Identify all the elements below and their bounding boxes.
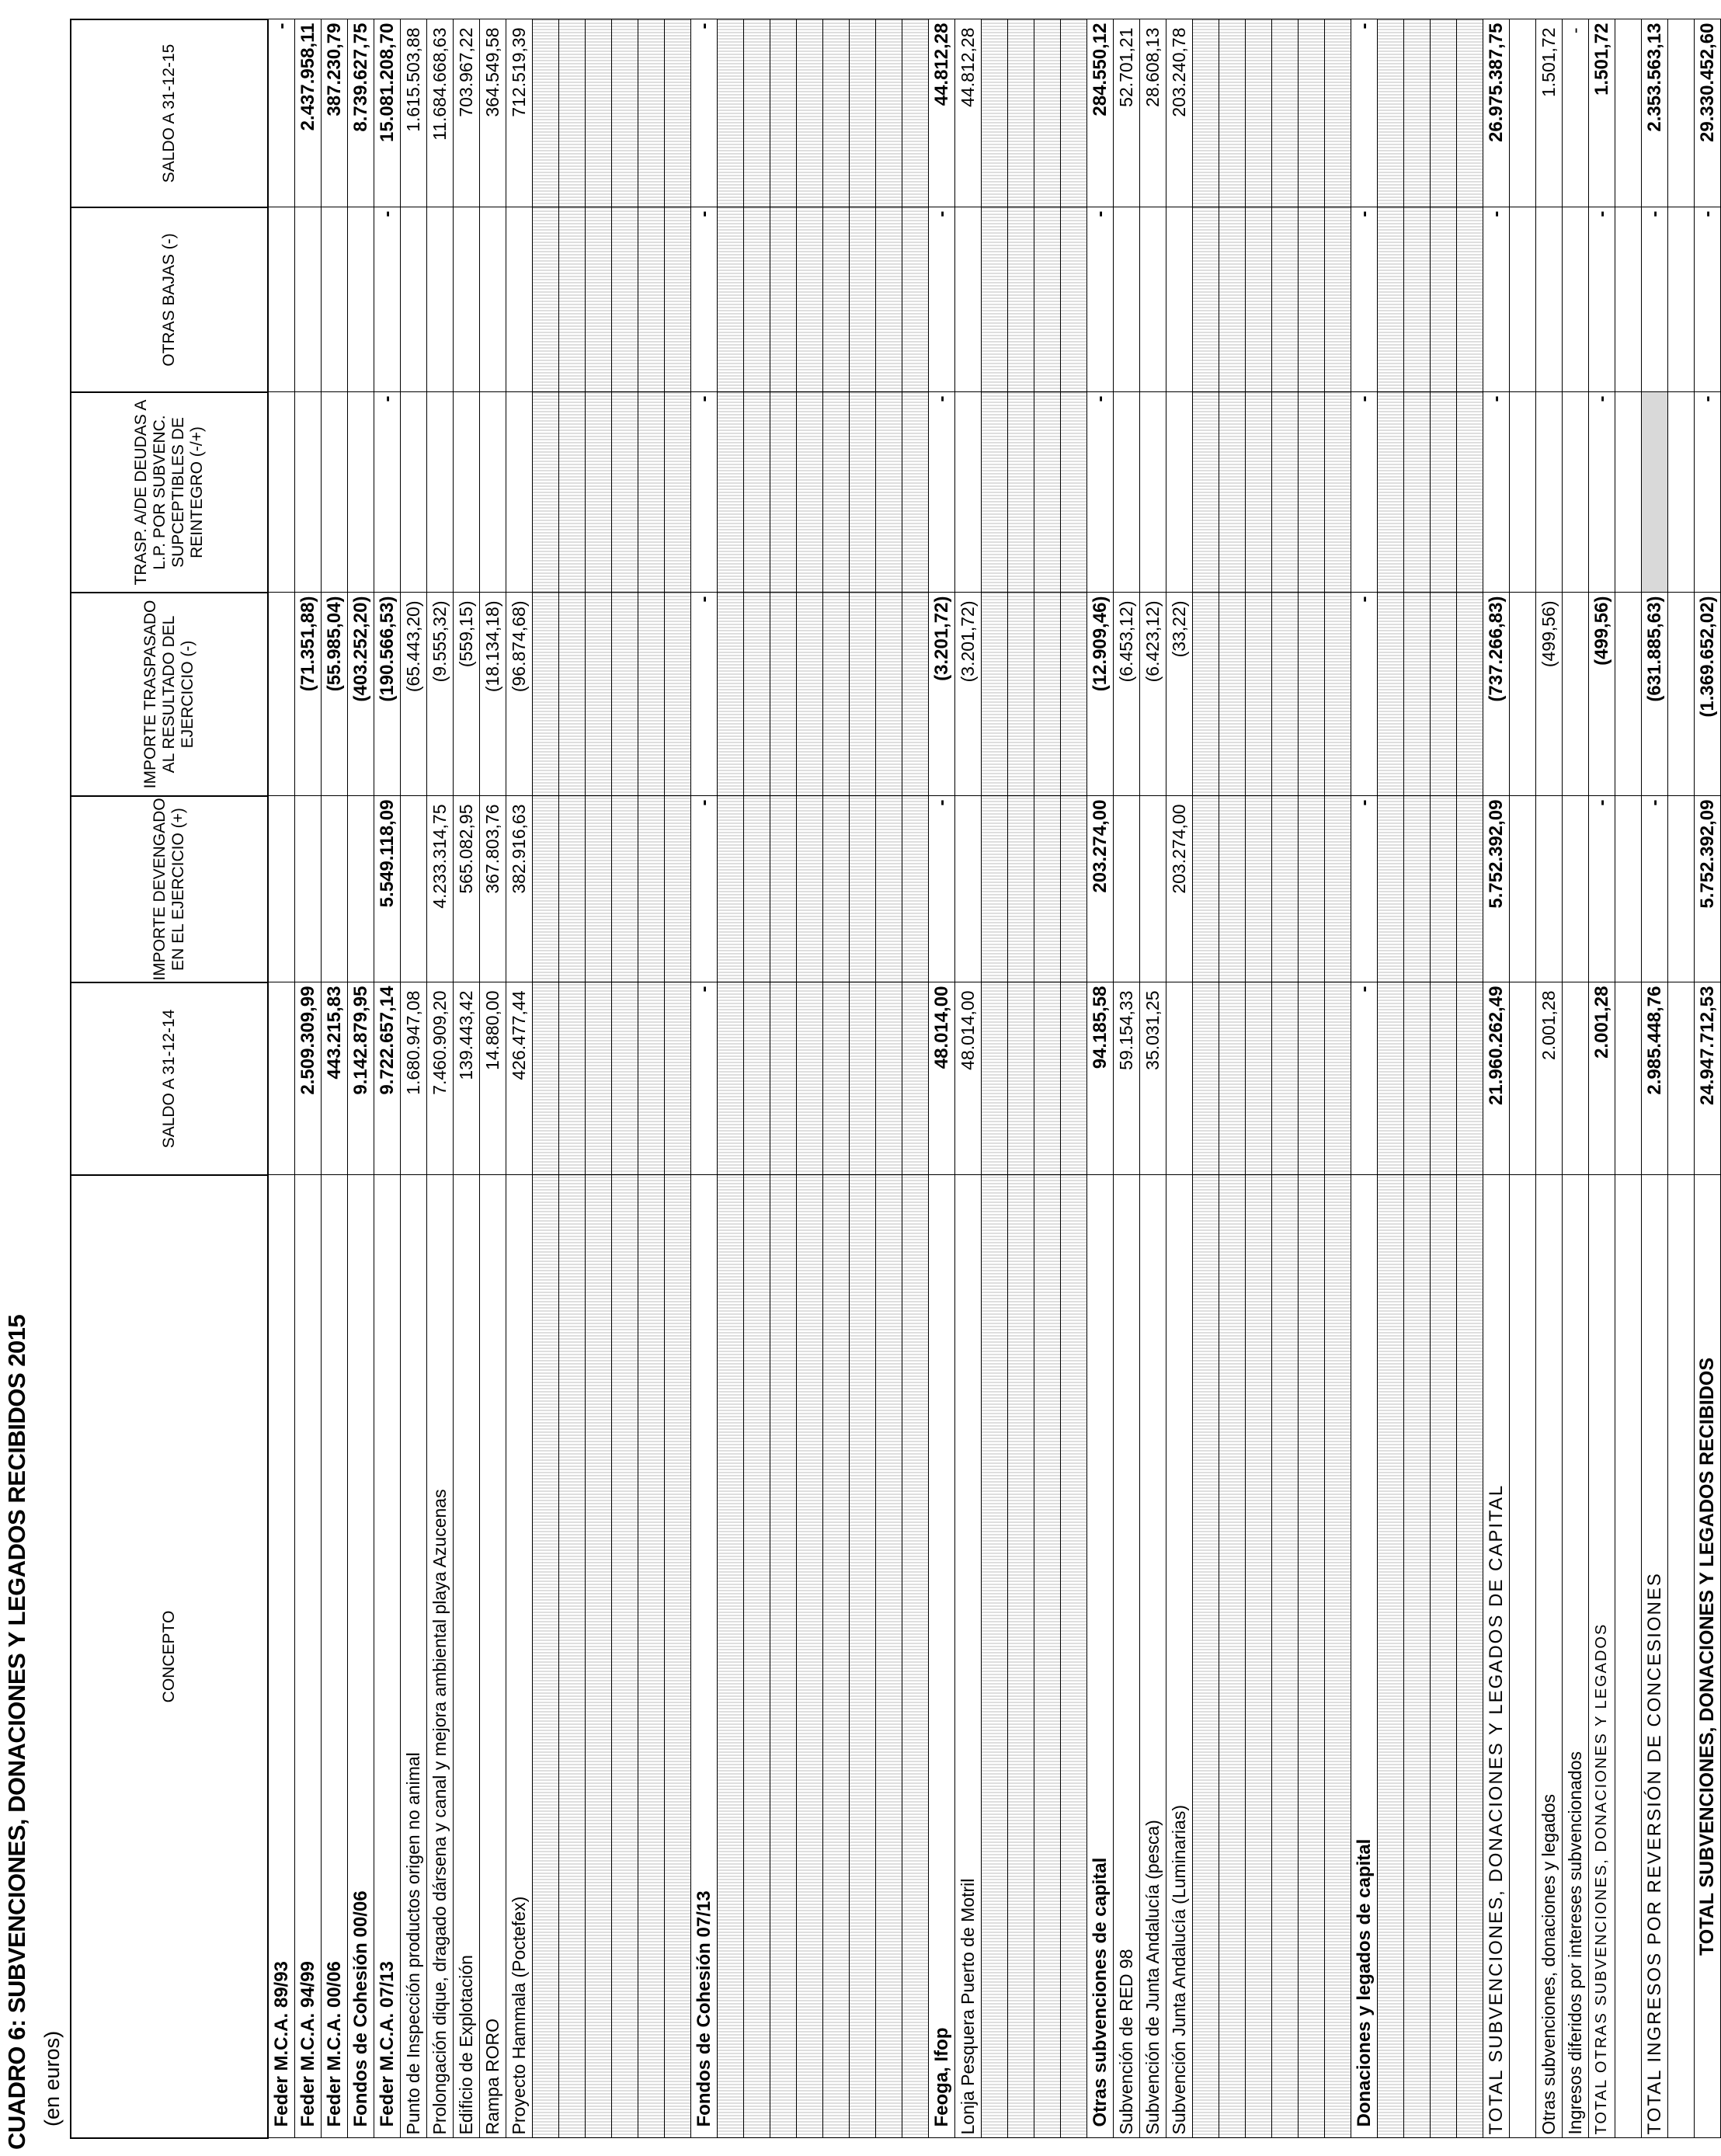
table-row: Subvención de Junta Andalucía (pesca) 35.031,25 (6.423,12) 28.608,13	[1140, 19, 1166, 2138]
header-row	[71, 19, 268, 2138]
table-row: Otras subvenciones de capital 94.185,58 203.274,00 (12.909,46) - - 284.550,12	[1087, 19, 1114, 2138]
filler-row	[1431, 19, 1457, 2138]
filler-row	[665, 19, 691, 2138]
table-row: Subvención de RED 98 59.154,33 (6.453,12) 52.701,21	[1114, 19, 1140, 2138]
table-row: Feder M.C.A. 89/93 -	[268, 19, 295, 2138]
table-row: Prolongación dique, dragado dársena y canal y mejora ambiental playa Azucenas 7.460.909,20 4.233.314,75 (9.555,32) 11.684.668,63	[427, 19, 454, 2138]
col-header-otras-bajas: OTRAS BAJAS (-)	[71, 207, 268, 392]
table-row: Fondos de Cohesión 00/06 9.142.879,95 (403.252,20) 8.739.627,75	[348, 19, 374, 2138]
total-row: TOTAL INGRESOS POR REVERSIÓN DE CONCESIONES 2.985.448,76 - (631.885,63) - 2.353.563,13	[1642, 19, 1668, 2138]
table-row: Feder M.C.A. 00/06 443.215,83 (55.985,04) 387.230,79	[322, 19, 348, 2138]
table-row: Feoga, Ifop 48.014,00 - (3.201,72) - - 44.812,28	[929, 19, 955, 2138]
filler-row	[744, 19, 770, 2138]
filler-row	[982, 19, 1008, 2138]
total-row: TOTAL OTRAS SUBVENCIONES, DONACIONES Y LEGADOS 2.001,28 - (499,56) - - 1.501,72	[1589, 19, 1615, 2138]
filler-row	[559, 19, 586, 2138]
filler-row	[1061, 19, 1087, 2138]
col-header-traspasado: IMPORTE TRASPASADO AL RESULTADO DEL EJERCICIO (-)	[71, 593, 268, 796]
col-header-devengado: IMPORTE DEVENGADO EN EL EJERCICIO (+)	[71, 796, 268, 982]
filler-row	[850, 19, 876, 2138]
table-row: Proyecto Hammala (Poctefex) 426.477,44 382.916,63 (96.874,68) 712.519,39	[506, 19, 533, 2138]
table-row: Rampa RORO 14.880,00 367.803,76 (18.134,18) 364.549,58	[480, 19, 506, 2138]
col-header-concepto: CONCEPTO	[71, 1175, 268, 2138]
page-title: CUADRO 6: SUBVENCIONES, DONACIONES Y LEGADOS RECIBIDOS 2015	[3, 1314, 30, 2150]
total-row: TOTAL SUBVENCIONES, DONACIONES Y LEGADOS DE CAPITAL 21.960.262,49 5.752.392,09 (737.266,83) - - 26.975.387,75	[1483, 19, 1510, 2138]
table-row: Donaciones y legados de capital - - - - - -	[1351, 19, 1378, 2138]
table-row: Lonja Pesquera Puerto de Motril 48.014,00 (3.201,72) 44.812,28	[955, 19, 982, 2138]
filler-row	[612, 19, 638, 2138]
units-note: (en euros)	[40, 2030, 64, 2126]
filler-row	[1325, 19, 1351, 2138]
filler-row	[1008, 19, 1034, 2138]
filler-row	[718, 19, 744, 2138]
filler-row	[1299, 19, 1325, 2138]
table-row: Punto de Inspección productos origen no animal 1.680.947,08 (65.443,20) 1.615.503,88	[401, 19, 427, 2138]
col-header-saldo-final: SALDO A 31-12-15	[71, 19, 268, 207]
filler-row	[638, 19, 665, 2138]
table-row: Otras subvenciones, donaciones y legados 2.001,28 (499,56) 1.501,72	[1536, 19, 1563, 2138]
filler-row	[1457, 19, 1483, 2138]
filler-row	[1404, 19, 1431, 2138]
grand-total-row: TOTAL SUBVENCIONES, DONACIONES Y LEGADOS RECIBIDOS 24.947.712,53 5.752.392,09 (1.369.652,02) - - 29.330.452,60	[1695, 19, 1721, 2138]
table-row: Feder M.C.A. 07/13 9.722.657,14 5.549.118,09 (190.566,53) - - 15.081.208,70	[374, 19, 401, 2138]
filler-row	[1272, 19, 1299, 2138]
filler-row	[902, 19, 929, 2138]
filler-row	[797, 19, 823, 2138]
table-row: Subvención Junta Andalucía (Luminarias) 203.274,00 (33,22) 203.240,78	[1166, 19, 1193, 2138]
col-header-traspaso-lp: TRASP. A/DE DEUDAS A L.P. POR SUBVENC. SUPCEPTIBLES DE REINTEGRO (-/+)	[71, 392, 268, 593]
filler-row	[586, 19, 612, 2138]
subvenciones-table	[70, 19, 1721, 2139]
table-row: Feder M.C.A. 94/99 2.509.309,99 (71.351,88) 2.437.958,11	[295, 19, 322, 2138]
filler-row	[533, 19, 559, 2138]
spacer-row	[1615, 19, 1642, 2138]
filler-row	[876, 19, 902, 2138]
spacer-row	[1510, 19, 1536, 2138]
col-header-saldo-inicial: SALDO A 31-12-14	[71, 982, 268, 1175]
filler-row	[1219, 19, 1246, 2138]
filler-row	[1378, 19, 1404, 2138]
table-row: Fondos de Cohesión 07/13 - - - - - -	[691, 19, 718, 2138]
filler-row	[823, 19, 850, 2138]
filler-row	[1246, 19, 1272, 2138]
filler-row	[770, 19, 797, 2138]
filler-row	[1034, 19, 1061, 2138]
table-row: Edificio de Explotación 139.443,42 565.082,95 (559,15) 703.967,22	[454, 19, 480, 2138]
filler-row	[1193, 19, 1219, 2138]
table-row: Ingresos diferidos por intereses subvencionados -	[1563, 19, 1589, 2138]
spacer-row	[1668, 19, 1695, 2138]
